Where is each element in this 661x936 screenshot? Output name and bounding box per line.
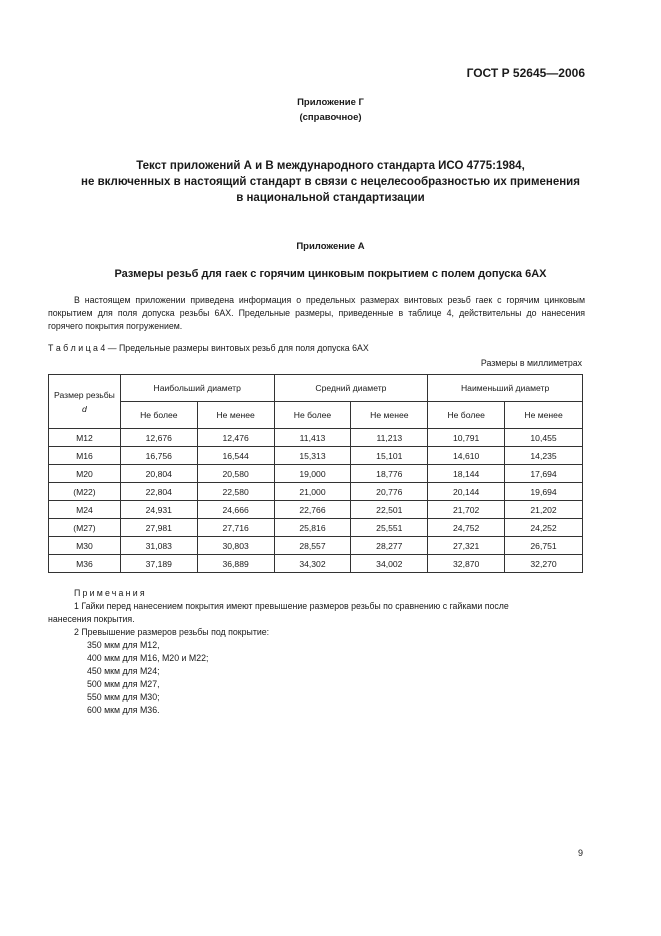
value-cell: 15,313	[274, 447, 351, 465]
value-cell: 22,804	[120, 483, 197, 501]
value-cell: 12,476	[197, 429, 274, 447]
subheader-max: Не более	[120, 402, 197, 429]
value-cell: 36,889	[197, 555, 274, 573]
table-row	[49, 501, 583, 519]
table-row	[49, 537, 583, 555]
value-cell: 22,766	[274, 501, 351, 519]
value-cell: 34,302	[274, 555, 351, 573]
value-cell: 24,252	[505, 519, 583, 537]
value-cell: 10,791	[428, 429, 505, 447]
table-body	[49, 429, 583, 573]
header-thread-symbol: d	[82, 403, 87, 414]
main-title	[0, 158, 661, 206]
value-cell: 32,270	[505, 555, 583, 573]
table-row	[49, 429, 583, 447]
thread-size-cell: (М27)	[49, 519, 121, 537]
value-cell: 20,804	[120, 465, 197, 483]
value-cell: 24,931	[120, 501, 197, 519]
table-header-row	[49, 375, 583, 402]
note-2: 2 Превышение размеров резьбы под покрытие:	[74, 627, 270, 637]
value-cell: 22,501	[351, 501, 428, 519]
subheader-max: Не более	[274, 402, 351, 429]
table-caption-label: Т а б л и ц а 4	[48, 343, 106, 353]
value-cell: 27,981	[120, 519, 197, 537]
note-1-continuation: нанесения покрытия.	[48, 614, 135, 624]
value-cell: 31,083	[120, 537, 197, 555]
table-subheader-row	[49, 402, 583, 429]
value-cell: 19,694	[505, 483, 583, 501]
header-thread-label: Размер резьбы	[54, 389, 115, 400]
thread-size-cell: (М22)	[49, 483, 121, 501]
value-cell: 30,803	[197, 537, 274, 555]
note-2-item: 400 мкм для М16, М20 и М22;	[87, 653, 209, 663]
table-row	[49, 447, 583, 465]
value-cell: 10,455	[505, 429, 583, 447]
note-2-item: 600 мкм для М36.	[87, 705, 160, 715]
header-group-min-diameter: Наименьший диаметр	[428, 375, 583, 402]
value-cell: 18,144	[428, 465, 505, 483]
note-2-item: 350 мкм для М12,	[87, 640, 160, 650]
thread-size-cell: М20	[49, 465, 121, 483]
value-cell: 28,557	[274, 537, 351, 555]
table-caption	[48, 343, 369, 353]
thread-size-cell: М12	[49, 429, 121, 447]
value-cell: 26,751	[505, 537, 583, 555]
value-cell: 16,544	[197, 447, 274, 465]
header-group-pitch-diameter: Средний диаметр	[274, 375, 428, 402]
value-cell: 19,000	[274, 465, 351, 483]
appendix-heading	[0, 95, 661, 125]
value-cell: 21,202	[505, 501, 583, 519]
value-cell: 27,321	[428, 537, 505, 555]
value-cell: 11,213	[351, 429, 428, 447]
value-cell: 21,000	[274, 483, 351, 501]
value-cell: 27,716	[197, 519, 274, 537]
value-cell: 28,277	[351, 537, 428, 555]
subheader-min: Не менее	[505, 402, 583, 429]
table-row	[49, 519, 583, 537]
notes-block	[48, 587, 584, 717]
value-cell: 32,870	[428, 555, 505, 573]
value-cell: 25,816	[274, 519, 351, 537]
main-title-line: не включенных в настоящий стандарт в связи с нецелесообразностью их применения	[81, 176, 580, 188]
value-cell: 22,580	[197, 483, 274, 501]
thread-dimensions-table	[48, 374, 583, 573]
value-cell: 21,702	[428, 501, 505, 519]
thread-size-cell: М36	[49, 555, 121, 573]
table-units: Размеры в миллиметрах	[480, 358, 582, 368]
value-cell: 18,776	[351, 465, 428, 483]
notes-heading: Примечания	[74, 588, 147, 598]
page-number: 9	[577, 848, 583, 858]
value-cell: 37,189	[120, 555, 197, 573]
value-cell: 16,756	[120, 447, 197, 465]
table-row	[49, 483, 583, 501]
thread-size-cell: М24	[49, 501, 121, 519]
value-cell: 14,235	[505, 447, 583, 465]
value-cell: 11,413	[274, 429, 351, 447]
main-title-line: в национальной стандартизации	[236, 192, 425, 204]
appendix-type: (справочное)	[299, 112, 362, 123]
table-row	[49, 555, 583, 573]
value-cell: 17,694	[505, 465, 583, 483]
thread-size-cell: М30	[49, 537, 121, 555]
value-cell: 34,002	[351, 555, 428, 573]
main-title-line: Текст приложений А и В международного стандарта ИСО 4775:1984,	[136, 160, 525, 172]
thread-size-cell: М16	[49, 447, 121, 465]
note-2-item: 500 мкм для М27,	[87, 679, 160, 689]
subheader-min: Не менее	[351, 402, 428, 429]
subheader-min: Не менее	[197, 402, 274, 429]
table-row	[49, 465, 583, 483]
appendix-title: Приложение Г	[297, 97, 364, 108]
value-cell: 15,101	[351, 447, 428, 465]
intro-paragraph: В настоящем приложении приведена информация о предельных размерах винтовых резьб гаек с горячим цинковым покрытием для поля допуска резьбы 6АХ. Предельные размеры, приведенные в таблице 4, действительны до нанесения горячего покрытия погружением.	[48, 295, 585, 331]
value-cell: 20,144	[428, 483, 505, 501]
section-title: Размеры резьб для гаек с горячим цинковым покрытием с полем допуска 6АХ	[114, 268, 547, 280]
note-2-item: 550 мкм для М30;	[87, 692, 160, 702]
sub-appendix-title: Приложение А	[296, 241, 365, 252]
value-cell: 24,666	[197, 501, 274, 519]
value-cell: 14,610	[428, 447, 505, 465]
value-cell: 20,580	[197, 465, 274, 483]
document-code: ГОСТ Р 52645—2006	[466, 66, 585, 80]
note-1: 1 Гайки перед нанесением покрытия имеют превышение размеров резьбы по сравнению с гайками после	[74, 601, 509, 611]
subheader-max: Не более	[428, 402, 505, 429]
value-cell: 12,676	[120, 429, 197, 447]
value-cell: 25,551	[351, 519, 428, 537]
header-thread-size	[49, 375, 121, 429]
value-cell: 24,752	[428, 519, 505, 537]
header-group-max-diameter: Наибольший диаметр	[120, 375, 274, 402]
value-cell: 20,776	[351, 483, 428, 501]
table-caption-text: — Предельные размеры винтовых резьб для поля допуска 6АХ	[105, 343, 369, 353]
note-2-item: 450 мкм для М24;	[87, 666, 160, 676]
